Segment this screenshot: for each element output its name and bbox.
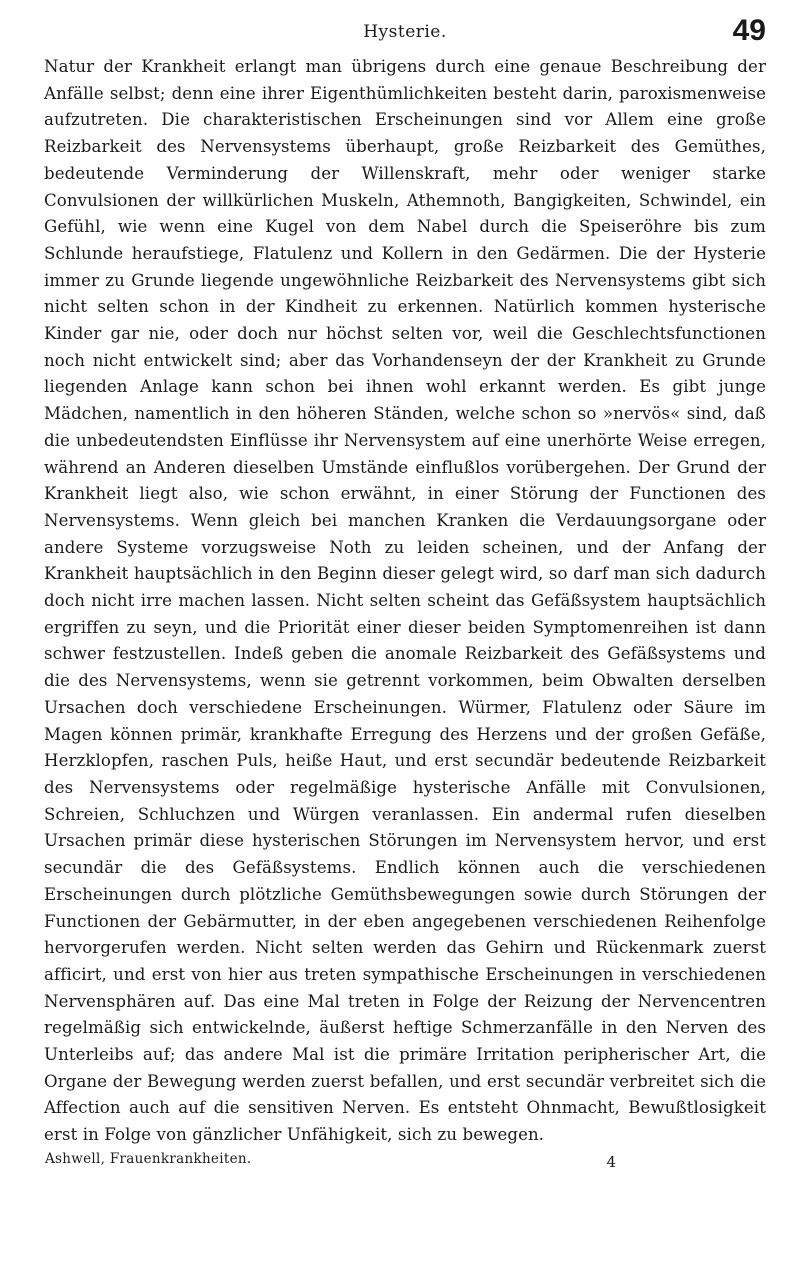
sheet-number: 4: [606, 1152, 616, 1171]
body-paragraph: Natur der Krankheit erlangt man übrigens durch eine genaue Beschreibung der Anfälle selbst; denn eine ihrer Eigenthümlichkeiten besteht darin, paroxismenweise aufzutreten. Die charakteristischen Erscheinungen sind vor Allem eine große Reizbarkeit des Nervensystems überhaupt, große Reizbarkeit des Gemüthes, bedeutende Verminderung der Willenskraft, mehr oder weniger starke Convulsionen der willkürlichen Muskeln, Athemnoth, Bangigkeiten, Schwindel, ein Gefühl, wie wenn eine Kugel von dem Nabel durch die Speiseröhre bis zum Schlunde heraufstiege, Flatulenz und Kollern in den Gedärmen. Die der Hysterie immer zu Grunde liegende ungewöhnliche Reizbarkeit des Nervensystems gibt sich nicht selten schon in der Kindheit zu erkennen. Natürlich kommen hysterische Kinder gar nie, oder doch nur höchst selten vor, weil die Geschlechtsfunctionen noch nicht entwickelt sind; aber das Vorhandenseyn der der Krankheit zu Grunde liegenden Anlage kann schon bei ihnen wohl erkannt werden. Es gibt junge Mädchen, namentlich in den höheren Ständen, welche schon so »nervös« sind, daß die unbedeutendsten Einflüsse ihr Nervensystem auf eine unerhörte Weise erregen, während an Anderen dieselben Umstände einflußlos vorübergehen. Der Grund der Krankheit liegt also, wie schon erwähnt, in einer Störung der Functionen des Nervensystems. Wenn gleich bei manchen Kranken die Verdauungsorgane oder andere Systeme vorzugsweise Noth zu leiden scheinen, und der Anfang der Krankheit hauptsächlich in den Beginn dieser gelegt wird, so darf man sich dadurch doch nicht irre machen lassen. Nicht selten scheint das Gefäßsystem hauptsächlich ergriffen zu seyn, und die Priorität einer dieser beiden Symptomenreihen ist dann schwer festzustellen. Indeß geben die anomale Reizbarkeit des Gefäßsystems und die des Nervensystems, wenn sie getrennt vorkommen, beim Obwalten derselben Ursachen doch verschiedene Erscheinungen. Würmer, Flatulenz oder Säure im Magen können primär, krankhafte Erregung des Herzens und der großen Gefäße, Herzklopfen, raschen Puls, heiße Haut, und erst secundär bedeutende Reizbarkeit des Nervensystems oder regelmäßige hysterische Anfälle mit Convulsionen, Schreien, Schluchzen und Würgen veranlassen. Ein andermal rufen dieselben Ursachen primär diese hysterischen Störungen im Nervensystem hervor, und erst secundär die des Gefäßsystems. Endlich können auch die verschiedenen Erscheinungen durch plötzliche Gemüthsbewegungen sowie durch Störungen der Functionen der Gebärmutter, in der eben angegebenen verschiedenen Reihenfolge hervorgerufen werden. Nicht selten werden das Gehirn und Rückenmark zuerst afficirt, und erst von hier aus treten sympathische Erscheinungen in verschiedenen Nervensphären auf. Das eine Mal treten in Folge der Reizung der Nervencentren regelmäßig sich entwickelnde, äußerst heftige Schmerzanfälle in den Nerven des Unterleibs auf; das andere Mal ist die primäre Irritation peripherischer Art, die Organe der Bewegung werden zuerst befallen, und erst secundär verbreitet sich die Affection auch auf die sensitiven Nerven. Es entsteht Ohnmacht, Bewußtlosigkeit erst in Folge von gänzlicher Unfähigkeit, sich zu bewegen.: [44, 57, 766, 1145]
footer-signature: Ashwell, Frauenkrankheiten.: [45, 1150, 252, 1167]
running-head: [44, 14, 766, 54]
page-number: 49: [732, 14, 766, 47]
book-page: [44, 14, 766, 1254]
running-title: Hysterie.: [363, 22, 447, 42]
page-footer: [44, 1151, 766, 1173]
